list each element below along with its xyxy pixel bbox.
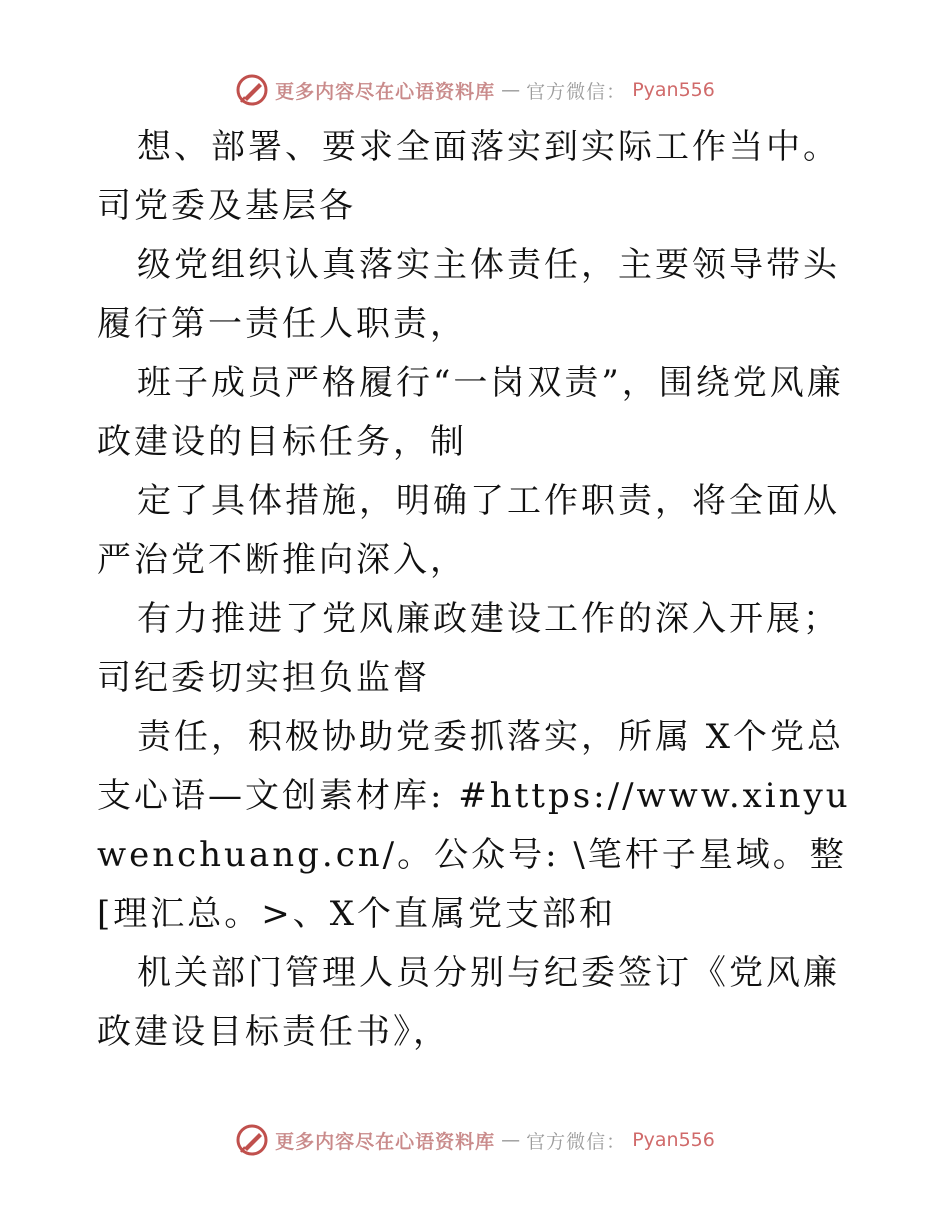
watermark-wechat-label: 官方微信： [526,1130,627,1153]
paragraph-7: 机关部门管理人员分别与纪委签订《党风廉政建设目标责任书》， [97,953,840,1052]
watermark-wechat-id: Pyan556 [632,1129,715,1151]
paragraph-4: 定了具体措施，明确了工作职责，将全面从严治党不断推向深入， [97,481,840,580]
paragraph-1: 想、部署、要求全面落实到实际工作当中。司党委及基层各 [97,127,840,226]
watermark-wechat-label: 官方微信： [526,80,627,103]
quill-pen-logo-icon [235,73,269,107]
quill-pen-logo-icon [235,1123,269,1157]
watermark-text: 更多内容尽在心语资料库 [275,1130,496,1153]
paragraph-6: 责任，积极协助党委抓落实，所属 X个党总支心语—文创素材库: #https://www.xinyuwenchuang.cn/。公众号: \笔杆子星域。整[理汇总。>、X个直属党支部和 [97,717,851,934]
watermark-wechat-id: Pyan556 [632,79,715,101]
paragraph-2: 级党组织认真落实主体责任，主要领导带头履行第一责任人职责， [97,245,840,344]
watermark-separator: — [501,1129,521,1151]
paragraph-5: 有力推进了党风廉政建设工作的深入开展；司纪委切实担负监督 [97,599,840,698]
footer-watermark [0,1120,950,1160]
document-body [97,118,857,1062]
header-watermark [0,70,950,110]
watermark-separator: — [501,79,521,101]
watermark-text: 更多内容尽在心语资料库 [275,80,496,103]
paragraph-3: 班子成员严格履行“一岗双责”，围绕党风廉政建设的目标任务，制 [97,363,844,462]
